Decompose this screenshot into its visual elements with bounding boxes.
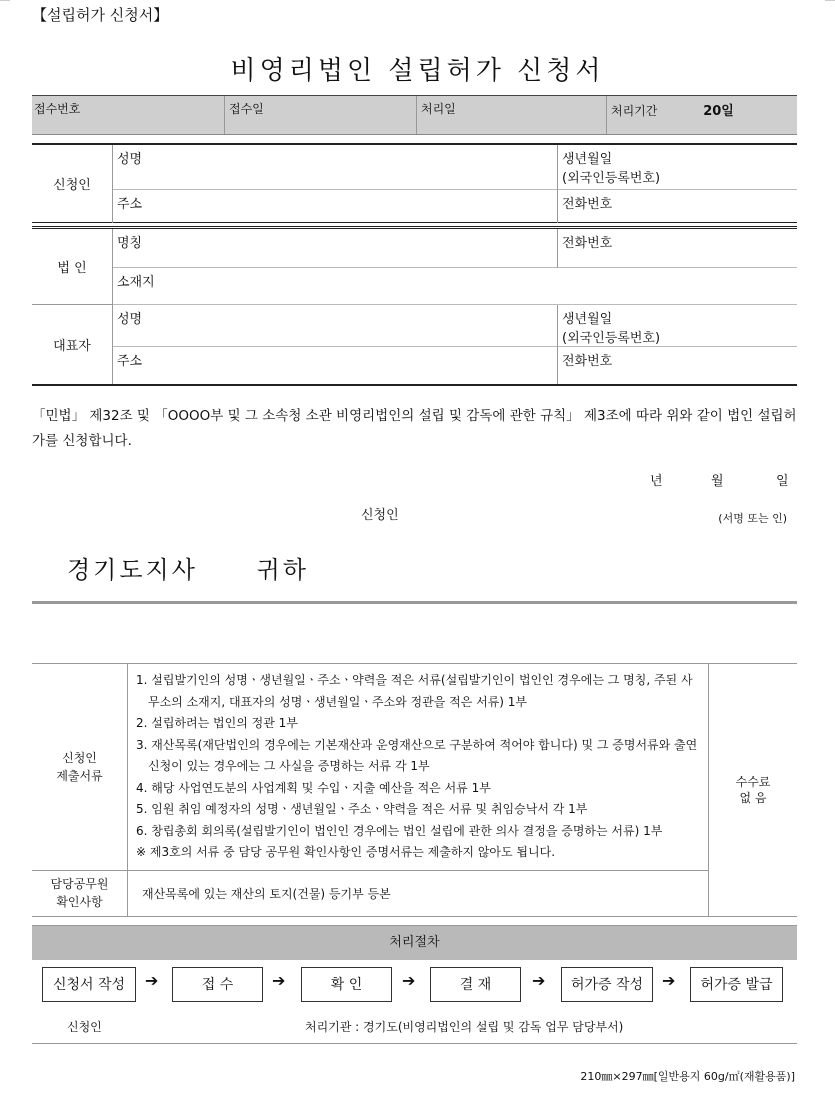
documents-label-line2: 제출서류: [56, 768, 103, 783]
arrow-right-icon: ➔: [662, 971, 676, 990]
date-month-label: 월: [711, 474, 724, 489]
document-item: 6. 창립총회 회의록(설립발기인이 법인인 경우에는 법인 설립에 관한 의사 결정을 증명하는 서류) 1부: [136, 823, 663, 838]
corporation-location-field[interactable]: 소재지: [113, 268, 798, 305]
documents-list: [128, 664, 709, 871]
signature-note: (서명 또는 인): [718, 512, 787, 525]
corporation-section-label: 법 인: [32, 228, 113, 305]
applicant-section-label: 신청인: [32, 144, 113, 222]
arrow-right-icon: ➔: [532, 971, 546, 990]
required-documents-table: [32, 663, 797, 917]
procedure-applicant-label: 신청인: [67, 1020, 102, 1034]
addressee: [67, 550, 309, 585]
document-item: 5. 임원 취임 예정자의 성명ㆍ생년월일ㆍ주소ㆍ약력을 적은 서류 및 취임승낙서 각 1부: [136, 802, 588, 816]
procedure-step-approval: 결 재: [430, 967, 521, 1002]
fee-label: 수수료: [735, 774, 771, 789]
procedure-step-issue-permit: 허가증 발급: [690, 967, 783, 1002]
official-check-label: [32, 870, 128, 916]
applicant-birth-label: 생년월일: [562, 152, 613, 167]
document-label: 【설립허가 신청서】: [32, 6, 169, 24]
official-check-text: 재산목록에 있는 재산의 토지(건물) 등기부 등본: [128, 870, 709, 916]
receipt-number-cell: [32, 96, 224, 134]
document-item: 4. 해당 사업연도분의 사업계획 및 수입ㆍ지출 예산을 적은 서류 1부: [136, 780, 491, 795]
process-date-cell: [416, 96, 606, 134]
section-divider: [32, 601, 797, 604]
applicant-address-field[interactable]: 주소: [113, 189, 558, 222]
paper-spec-note: 210㎜×297㎜[일반용지 60g/㎡(재활용품)]: [580, 1070, 795, 1083]
documents-label: [32, 664, 128, 871]
addressee-honorific: 귀하: [256, 556, 309, 584]
date-day-label: 일: [776, 474, 789, 489]
procedure-step-write-application: 신청서 작성: [42, 967, 136, 1002]
representative-phone-field[interactable]: 전화번호: [558, 347, 798, 385]
applicant-name-field[interactable]: 성명: [117, 152, 143, 167]
fee-cell: [709, 664, 798, 917]
representative-birth-field[interactable]: [558, 305, 798, 347]
arrow-right-icon: ➔: [145, 971, 159, 990]
applicant-birth-field[interactable]: [558, 144, 798, 189]
process-period-cell: [606, 96, 797, 134]
procedure-step-receipt: 접 수: [172, 967, 263, 1002]
receipt-number-label: 접수번호: [34, 102, 81, 116]
applicant-birth-sub-label: (외국인등록번호): [562, 171, 661, 186]
official-check-label-line2: 확인사항: [56, 895, 103, 909]
application-statement: 「민법」 제32조 및 「OOOO부 및 그 소속청 소관 비영리법인의 설립 및 감독에 관한 규칙」 제3조에 따라 위와 같이 법인 설립허가를 신청합니다.: [32, 408, 797, 449]
representative-section-label: 대표자: [32, 305, 113, 385]
official-check-label-line1: 담당공무원: [50, 877, 109, 891]
page-corner-mark: [0, 0, 10, 5]
document-item: 1. 설립발기인의 성명ㆍ생년월일ㆍ주소ㆍ약력을 적은 서류(설립발기인이 법인인 경우에는 그 명칭, 주된 사무소의 소재지, 대표자의 성명ㆍ생년월일ㆍ주소와 정관을 적은 서류) 1부: [136, 673, 693, 709]
date-year-label: 년: [650, 474, 663, 489]
arrow-right-icon: ➔: [402, 971, 416, 990]
receipt-date-cell: [224, 96, 416, 134]
addressee-name: 경기도지사: [67, 556, 198, 584]
signer-label: 신청인: [361, 508, 399, 523]
representative-birth-label: 생년월일: [562, 312, 613, 327]
document-item: 2. 설립하려는 법인의 정관 1부: [136, 716, 298, 730]
receipt-date-label: 접수일: [229, 102, 264, 116]
representative-address-field[interactable]: 주소: [113, 347, 558, 385]
process-period-label: 처리기간: [611, 104, 658, 118]
procedure-agency-label: 처리기관 : 경기도(비영리법인의 설립 및 감독 업무 담당부서): [305, 1020, 624, 1034]
applicant-phone-field[interactable]: 전화번호: [558, 189, 798, 222]
processing-header: [32, 95, 797, 135]
applicant-table: [32, 143, 797, 223]
page-title: 비영리법인 설립허가 신청서: [230, 56, 605, 86]
arrow-right-icon: ➔: [272, 971, 286, 990]
procedure-step-write-permit: 허가증 작성: [561, 967, 653, 1002]
corporation-name-field[interactable]: 명칭: [117, 236, 143, 251]
document-item: 3. 재산목록(재단법인의 경우에는 기본재산과 운영재산으로 구분하여 적어야 합니다) 및 그 증명서류와 출연 신청이 있는 경우에는 그 사실을 증명하는 서류 각 1부: [136, 737, 698, 773]
corporation-phone-field[interactable]: 전화번호: [558, 228, 798, 268]
representative-name-field[interactable]: 성명: [113, 305, 558, 347]
fee-value: 없 음: [739, 790, 767, 805]
representative-birth-sub-label: (외국인등록번호): [562, 331, 661, 346]
bottom-divider: [32, 1043, 797, 1044]
documents-label-line1: 신청인: [62, 750, 97, 765]
process-period-value: 20일: [703, 104, 734, 119]
procedure-step-review: 확 인: [301, 967, 392, 1002]
procedure-title: 처리절차: [32, 925, 797, 960]
page-corner-mark: [825, 0, 835, 5]
corporation-table: [32, 226, 797, 386]
process-date-label: 처리일: [421, 102, 456, 116]
document-note: ※ 제3호의 서류 중 담당 공무원 확인사항인 증명서류는 제출하지 않아도 됩니다.: [136, 845, 556, 859]
